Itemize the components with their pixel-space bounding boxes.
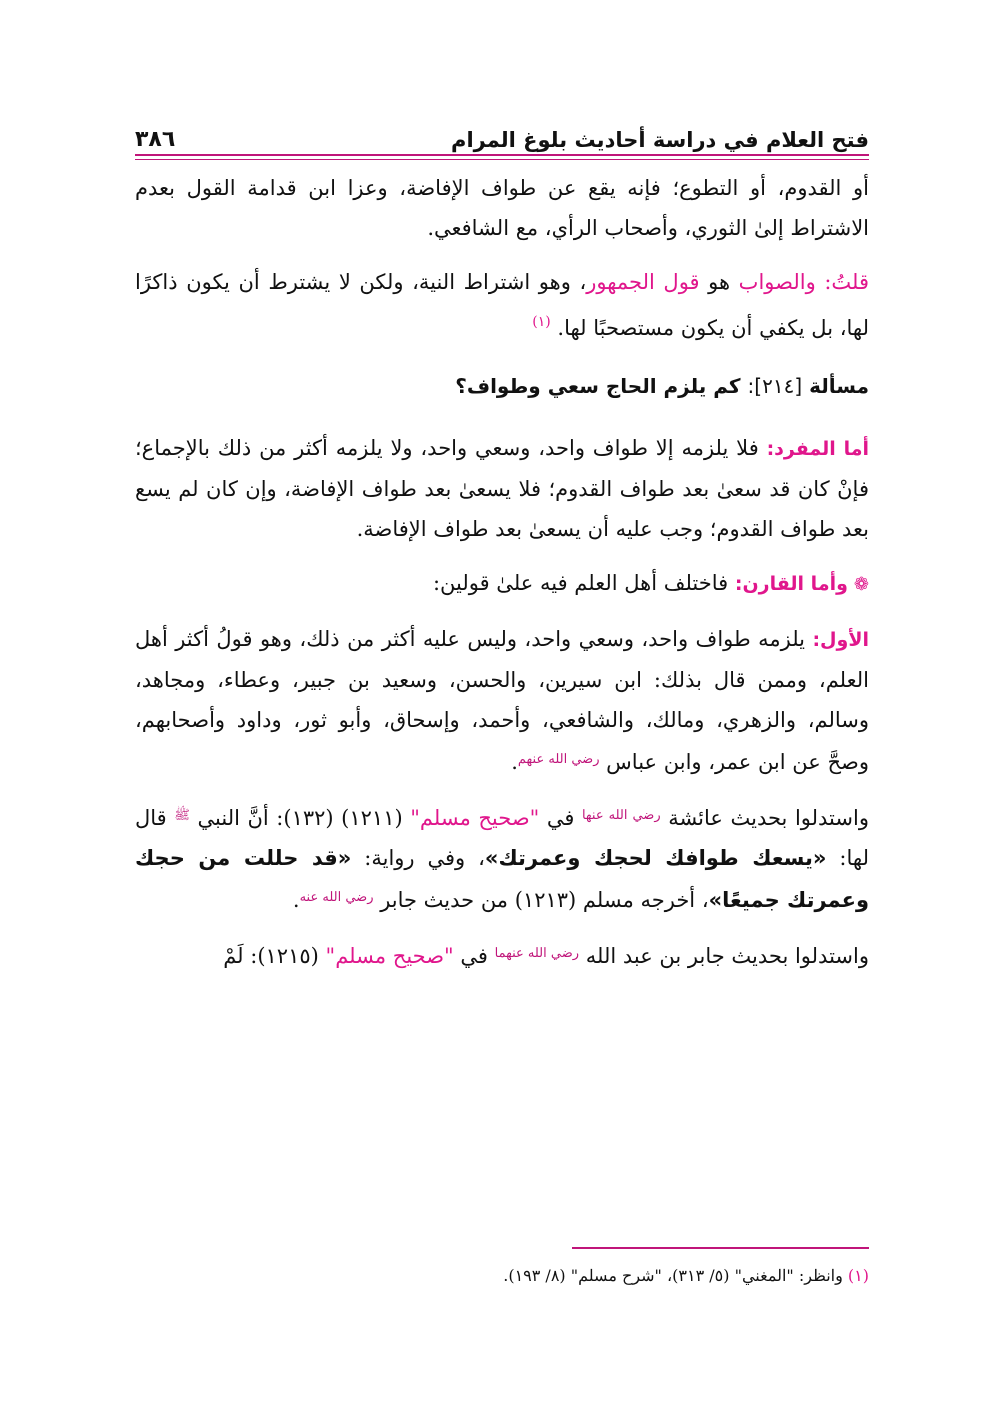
honorific-mark: رضي الله عنهما [494, 946, 580, 961]
paragraph-jabir-hadith [135, 934, 869, 976]
p2-text-1: هو [699, 270, 739, 294]
qarin-text: فاختلف أهل العلم فيه علىٰ قولين: [432, 571, 735, 595]
page-number: ٣٨٦ [135, 127, 176, 152]
paragraph-qarin [135, 563, 869, 605]
book-title: فتح العلام في دراسة أحاديث بلوغ المرام [451, 128, 869, 152]
footnote [135, 1262, 869, 1290]
paragraph-1: أو القدوم، أو التطوع؛ فإنه يقع عن طواف الإفاضة، وعزا ابن قدامة القول بعدم الاشتراط إلىٰ الثوري، وأصحاب الرأي، مع الشافعي. [135, 176, 869, 240]
p6-text-6: ، أخرجه مسلم (١٢١٣) من حديث جابر [380, 888, 709, 912]
header-rule-thin [135, 159, 869, 160]
first-text: يلزمه طواف واحد، وسعي واحد، وليس عليه أكثر من ذلك، وهو قولُ أكثر أهل العلم، وممن قال بذلك: ابن سيرين، والحسن، وسعيد بن جبير، وعطاء، ومجاهد، وسالم، والزهري، ومالك، والشافعي، وأحمد، وإسحاق، وأبو ثور، وداود وأصحابهم، وصحَّ عن ابن عمر، وابن عباس [135, 627, 869, 774]
honorific-mark: رضي الله عنهم [517, 752, 600, 767]
p7-text-1: واستدلوا بحديث جابر بن عبد الله [585, 944, 869, 968]
qarin-label: وأما القارن: [734, 573, 848, 595]
footnote-number: (١) [847, 1266, 869, 1285]
qultu-label: قلتُ: [824, 270, 869, 294]
book-ref: "صحيح مسلم" [410, 806, 540, 830]
honorific-mark: رضي الله عنه [299, 890, 374, 905]
paragraph-mufrid [135, 428, 869, 549]
running-header [135, 112, 869, 152]
hadith-quote-2: «قد حللت من حجك وعمرتك جميعًا» [135, 846, 869, 912]
footnote-ref[interactable]: (١) [532, 314, 551, 330]
jumhur-term: قول الجمهور [586, 270, 700, 294]
issue-number: [٢١٤]: [747, 374, 803, 398]
p6-end: . [292, 888, 300, 912]
p6-text-2: في [539, 806, 582, 830]
flower-icon: ❁ [853, 574, 869, 595]
issue-question: كم يلزم الحاج سعي وطواف؟ [455, 374, 741, 398]
paragraph-2 [135, 262, 869, 348]
mufrid-label: أما المفرد: [766, 438, 869, 460]
salawat-mark: ﷺ [174, 808, 190, 823]
issue-heading [135, 368, 869, 404]
honorific-mark: رضي الله عنها [581, 808, 661, 823]
p7-text-3: (١٢١٥): لَمْ [223, 944, 326, 968]
p6-text-4: قال لها: [135, 806, 869, 870]
first-end: . [511, 750, 518, 774]
p6-text-5: ، وفي رواية: [351, 846, 485, 870]
issue-label: مسألة [809, 374, 869, 398]
first-label: الأول: [812, 629, 869, 651]
paragraph-aisha-hadith [135, 796, 869, 920]
sawab-term: والصواب [738, 270, 816, 294]
paragraph-first-opinion [135, 619, 869, 782]
footnote-rule [572, 1247, 869, 1249]
p7-text-2: في [453, 944, 495, 968]
p6-text-3: (١٢١١) (١٣٢): أنَّ النبي [197, 806, 411, 830]
hadith-quote-1: «يسعك طوافك لحجك وعمرتك» [484, 846, 827, 870]
mufrid-text: فلا يلزمه إلا طواف واحد، وسعي واحد، ولا يلزمه أكثر من ذلك بالإجماع؛ فإنْ كان قد سعىٰ بعد طواف القدوم؛ فلا يسعىٰ بعد طواف الإفاضة، وإن كان لم يسع بعد طواف القدوم؛ وجب عليه أن يسعىٰ بعد طواف الإفاضة. [135, 436, 869, 541]
book-ref: "صحيح مسلم" [325, 944, 454, 968]
page-body [135, 168, 869, 976]
p6-text-1: واستدلوا بحديث عائشة [668, 806, 869, 830]
p2-text-2: ، وهو اشتراط النية، ولكن لا يشترط أن يكون ذاكرًا لها، بل يكفي أن يكون مستصحبًا لها. [135, 270, 869, 340]
header-rule-thick [135, 154, 869, 156]
footnote-text: وانظر: "المغني" (٥/ ٣١٣)، "شرح مسلم" (٨/ ١٩٣). [503, 1266, 848, 1285]
